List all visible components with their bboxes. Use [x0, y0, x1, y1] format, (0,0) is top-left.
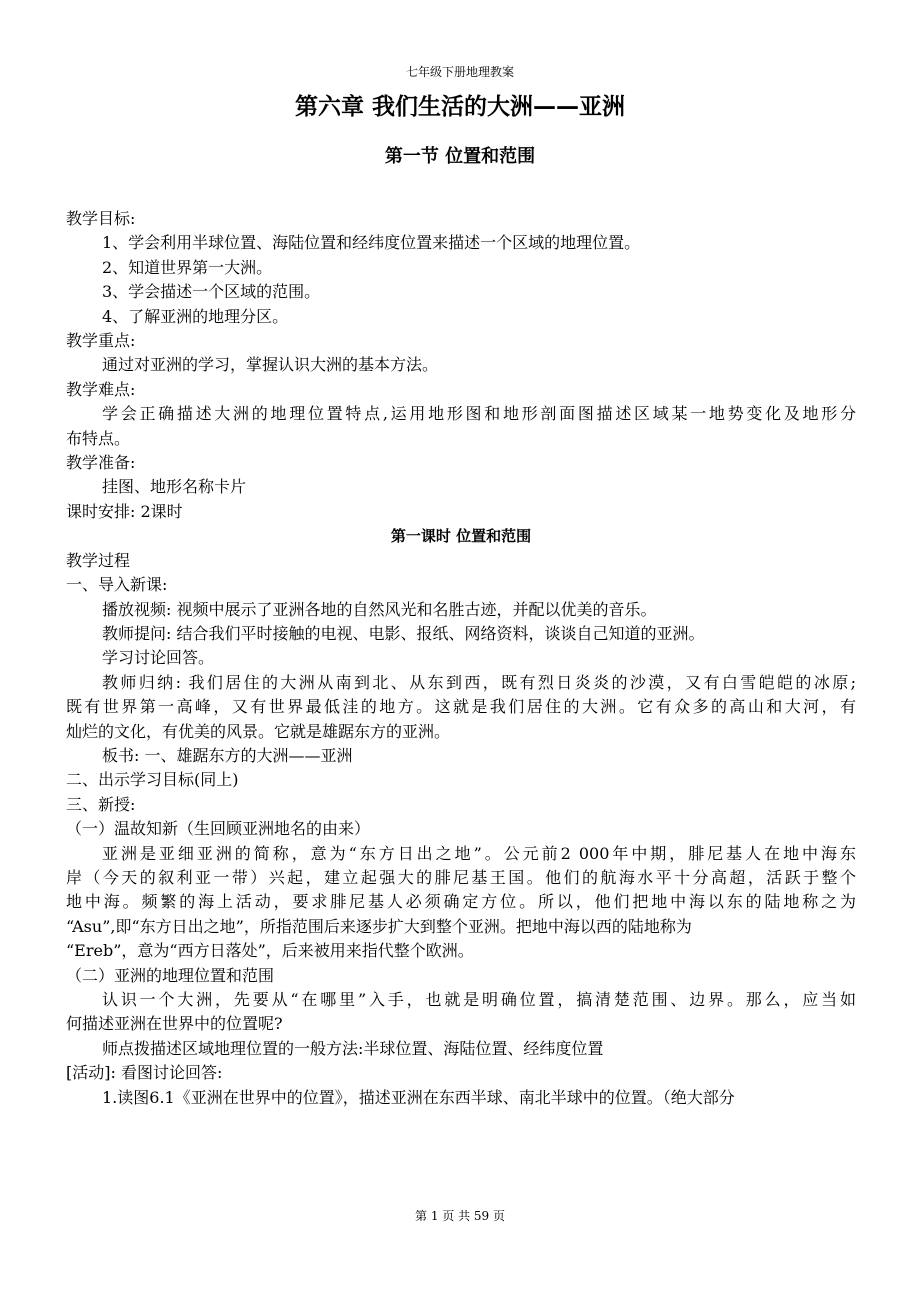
step-goals-heading: 二、出示学习目标(同上): [66, 770, 239, 790]
activity-heading: [活动]: 看图讨论回答:: [66, 1063, 223, 1083]
goal-item-4: 4、了解亚洲的地理分区。: [102, 306, 289, 326]
lesson-subtitle: 第一课时 位置和范围: [390, 527, 532, 546]
activity-item-1: 1.读图6.1《亚洲在世界中的位置》，描述亚洲在东西半球、南北半球中的位置。（绝大部分: [102, 1087, 735, 1107]
paragraph-summary-end: 灿烂的文化，有优美的风景。它就是雄踞东方的亚洲。: [66, 721, 451, 741]
paragraph-location-cont: 何描述亚洲在世界中的位置呢?: [66, 1014, 283, 1034]
paragraph-asia-name-cont-4: “Ereb”，意为“西方日落处”，后来被用来指代整个欧洲。: [66, 941, 474, 961]
goal-item-1: 1、学会利用半球位置、海陆位置和经纬度位置来描述一个区域的地理位置。: [102, 233, 641, 253]
paragraph-summary-cont: 既有世界第一高峰，又有世界最低洼的地方。这就是我们居住的大洲。它有众多的高山和大河，有: [66, 697, 856, 717]
heading-preparation: 教学准备:: [66, 453, 136, 473]
goal-item-3: 3、学会描述一个区域的范围。: [102, 282, 321, 302]
chapter-title: 第六章 我们生活的大洲——亚洲: [294, 94, 625, 120]
document-body: [66, 207, 856, 1110]
lesson-schedule: 课时安排: 2课时: [66, 501, 183, 521]
subsection-location-heading: （二）亚洲的地理位置和范围: [66, 965, 275, 985]
goal-item-2: 2、知道世界第一大洲。: [102, 257, 273, 277]
paragraph-asia-name-cont-3: “Asu”,即“东方日出之地”，所指范围后来逐步扩大到整个亚洲。把地中海以西的陆地称为: [66, 916, 692, 936]
paragraph-asia-name-cont-1: 岸（今天的叙利亚一带）兴起，建立起强大的腓尼基王国。他们的航海水平十分高超，活跃于整个: [66, 867, 856, 887]
paragraph-teacher-question: 教师提问: 结合我们平时接触的电视、电影、报纸、网络资料，谈谈自己知道的亚洲。: [102, 623, 705, 643]
heading-key-points: 教学重点:: [66, 331, 136, 351]
difficulty-text-cont: 布特点。: [66, 428, 131, 448]
paragraph-asia-name: 亚洲是亚细亚洲的简称，意为“东方日出之地”。公元前2 000年中期，腓尼基人在地中海东: [102, 843, 856, 863]
page-number: 第 1 页 共 59 页: [415, 1209, 505, 1223]
paragraph-video: 播放视频: 视频中展示了亚洲各地的自然风光和名胜古迹，并配以优美的音乐。: [102, 599, 657, 619]
heading-difficulties: 教学难点:: [66, 379, 136, 399]
running-header: 七年级下册地理教案: [405, 65, 514, 79]
paragraph-asia-name-cont-2: 地中海。频繁的海上活动，要求腓尼基人必须确定方位。所以，他们把地中海以东的陆地称之为: [66, 892, 856, 912]
key-point-text: 通过对亚洲的学习，掌握认识大洲的基本方法。: [102, 355, 439, 375]
difficulty-text: 学会正确描述大洲的地理位置特点,运用地形图和地形剖面图描述区域某一地势变化及地形分: [102, 404, 856, 424]
paragraph-summary: 教师归纳: 我们居住的大洲从南到北、从东到西，既有烈日炎炎的沙漠，又有白雪皑皑的冰原;: [102, 672, 856, 692]
step-intro-heading: 一、导入新课:: [66, 575, 168, 595]
paragraph-discussion: 学习讨论回答。: [102, 648, 215, 668]
heading-teaching-process: 教学过程: [66, 550, 131, 570]
paragraph-location: 认识一个大洲，先要从“在哪里”入手，也就是明确位置，搞清楚范围、边界。那么，应当如: [102, 990, 856, 1009]
subsection-review-heading: （一）温故知新（生回顾亚洲地名的由来）: [66, 819, 371, 839]
step-new-lesson-heading: 三、新授:: [66, 794, 136, 814]
paragraph-board-note: 板书: 一、雄踞东方的大洲——亚洲: [102, 745, 353, 765]
heading-teaching-goals: 教学目标:: [66, 209, 136, 228]
section-title: 第一节 位置和范围: [384, 146, 536, 167]
preparation-text: 挂图、地形名称卡片: [102, 477, 247, 497]
paragraph-method: 师点拨描述区域地理位置的一般方法:半球位置、海陆位置、经纬度位置: [102, 1038, 604, 1058]
